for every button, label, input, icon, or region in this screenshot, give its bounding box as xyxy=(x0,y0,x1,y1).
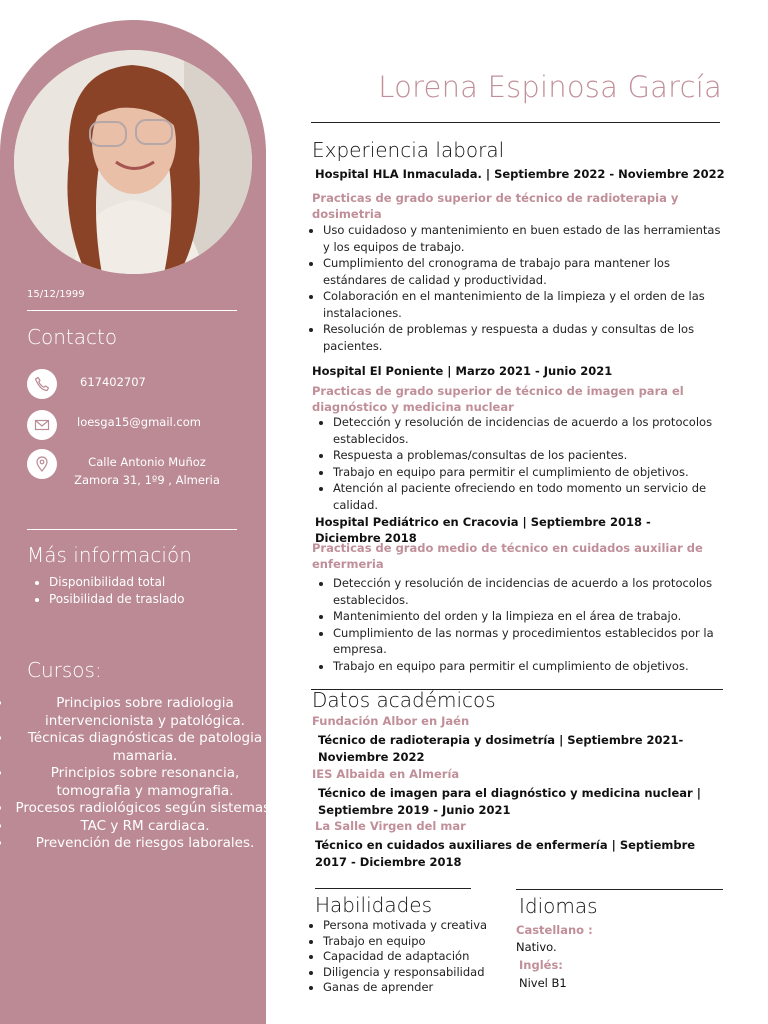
list-item: • Diligencia y responsabilidad xyxy=(323,965,513,981)
language-level: Nativo. xyxy=(516,940,557,954)
language-name: Inglés: xyxy=(519,958,563,972)
divider xyxy=(27,310,237,311)
list-item: • Ganas de aprender xyxy=(323,980,513,996)
address-line-2: Zamora 31, 1º9 , Almeria xyxy=(74,473,220,487)
degree: Técnico en cuidados auxiliares de enfermería | Septiembre 2017 - Diciembre 2018 xyxy=(315,838,696,869)
page-title: Lorena Espinosa García xyxy=(378,70,722,104)
list-item: • Principios sobre radiologia intervencionista y patológica. xyxy=(12,695,278,730)
list-item: • Trabajo en equipo para permitir el cumplimiento de objetivos. xyxy=(333,464,731,481)
more-info-heading: Más información xyxy=(27,543,192,567)
divider xyxy=(311,122,720,123)
courses-heading: Cursos: xyxy=(27,658,102,682)
profile-photo xyxy=(14,50,252,274)
institution: IES Albaida en Almería xyxy=(312,767,460,781)
list-item: • Trabajo en equipo para permitir el cumplimiento de objetivos. xyxy=(333,658,731,675)
experience-heading: Experiencia laboral xyxy=(312,138,505,162)
list-item: • Cumplimiento del cronograma de trabajo para mantener los estándares de calidad y productividad. xyxy=(323,255,723,288)
birth-date: 15/12/1999 xyxy=(27,289,85,300)
job-tasks xyxy=(312,222,723,354)
job-role: Practicas de grado superior de técnico de imagen para el diagnóstico y medicina nuclear xyxy=(312,384,684,414)
divider xyxy=(315,888,471,889)
email-address: loesga15@gmail.com xyxy=(77,415,201,429)
job-role: Practicas de grado superior de técnico de radioterapia y dosimetria xyxy=(312,191,679,221)
language-name: Castellano : xyxy=(516,923,593,937)
contact-heading: Contacto xyxy=(27,325,118,349)
list-item: • Posibilidad de traslado xyxy=(49,591,184,608)
list-item: • Detección y resolución de incidencias de acuerdo a los protocolos establecidos. xyxy=(333,575,731,608)
address-line-1: Calle Antonio Muñoz xyxy=(88,455,206,469)
list-item: • Cumplimiento de las normas y procedimientos establecidos por la empresa. xyxy=(333,625,731,658)
list-item: • Capacidad de adaptación xyxy=(323,949,513,965)
list-item: • Procesos radiológicos según sistemas. xyxy=(12,800,278,818)
list-item: • Resolución de problemas y respuesta a dudas y consultas de los pacientes. xyxy=(323,321,723,354)
list-item: • TAC y RM cardiaca. xyxy=(12,818,278,836)
degree: Técnico de imagen para el diagnóstico y medicina nuclear | Septiembre 2019 - Junio 2021 xyxy=(318,786,701,817)
education-heading: Datos académicos xyxy=(312,688,496,712)
email-icon xyxy=(27,410,57,440)
list-item: • Disponibilidad total xyxy=(49,574,184,591)
list-item: • Prevención de riesgos laborales. xyxy=(12,835,278,853)
job-tasks xyxy=(322,575,731,674)
phone-icon xyxy=(27,369,57,399)
job-header: Hospital Pediátrico en Cracovia | Septiembre 2018 - Diciembre 2018 xyxy=(315,515,651,545)
languages-heading: Idiomas xyxy=(519,894,598,918)
list-item: • Mantenimiento del orden y la limpieza en el área de trabajo. xyxy=(333,608,731,625)
job-tasks xyxy=(322,414,731,513)
language-level: Nivel B1 xyxy=(519,976,567,990)
job-header: Hospital HLA Inmaculada. | Septiembre 2022 - Noviembre 2022 xyxy=(315,167,725,181)
list-item: • Principios sobre resonancia, tomografia y mamografia. xyxy=(12,765,278,800)
address xyxy=(72,453,222,489)
skills-heading: Habilidades xyxy=(315,893,433,917)
courses-list xyxy=(0,695,278,853)
list-item: • Atención al paciente ofreciendo en todo momento un servicio de calidad. xyxy=(333,480,731,513)
phone-number: 617402707 xyxy=(80,375,146,389)
list-item: • Detección y resolución de incidencias de acuerdo a los protocolos establecidos. xyxy=(333,414,731,447)
list-item: • Colaboración en el mantenimiento de la limpieza y el orden de las instalaciones. xyxy=(323,288,723,321)
job-header: Hospital El Poniente | Marzo 2021 - Junio 2021 xyxy=(312,364,613,378)
skills-list xyxy=(312,918,513,996)
list-item: • Técnicas diagnósticas de patologia mamaria. xyxy=(12,730,278,765)
location-pin-icon xyxy=(27,449,57,479)
list-item: • Trabajo en equipo xyxy=(323,934,513,950)
job-role: Practicas de grado medio de técnico en cuidados auxiliar de enfermeria xyxy=(312,541,703,571)
degree: Técnico de radioterapia y dosimetría | Septiembre 2021- Noviembre 2022 xyxy=(318,733,684,764)
institution: Fundación Albor en Jaén xyxy=(312,714,470,728)
divider xyxy=(27,529,237,530)
more-info-list xyxy=(27,574,184,607)
list-item: • Persona motivada y creativa xyxy=(323,918,513,934)
divider xyxy=(516,889,723,890)
institution: La Salle Virgen del mar xyxy=(315,819,466,833)
list-item: • Uso cuidadoso y mantenimiento en buen estado de las herramientas y los equipos de trabajo. xyxy=(323,222,723,255)
list-item: • Respuesta a problemas/consultas de los pacientes. xyxy=(333,447,731,464)
